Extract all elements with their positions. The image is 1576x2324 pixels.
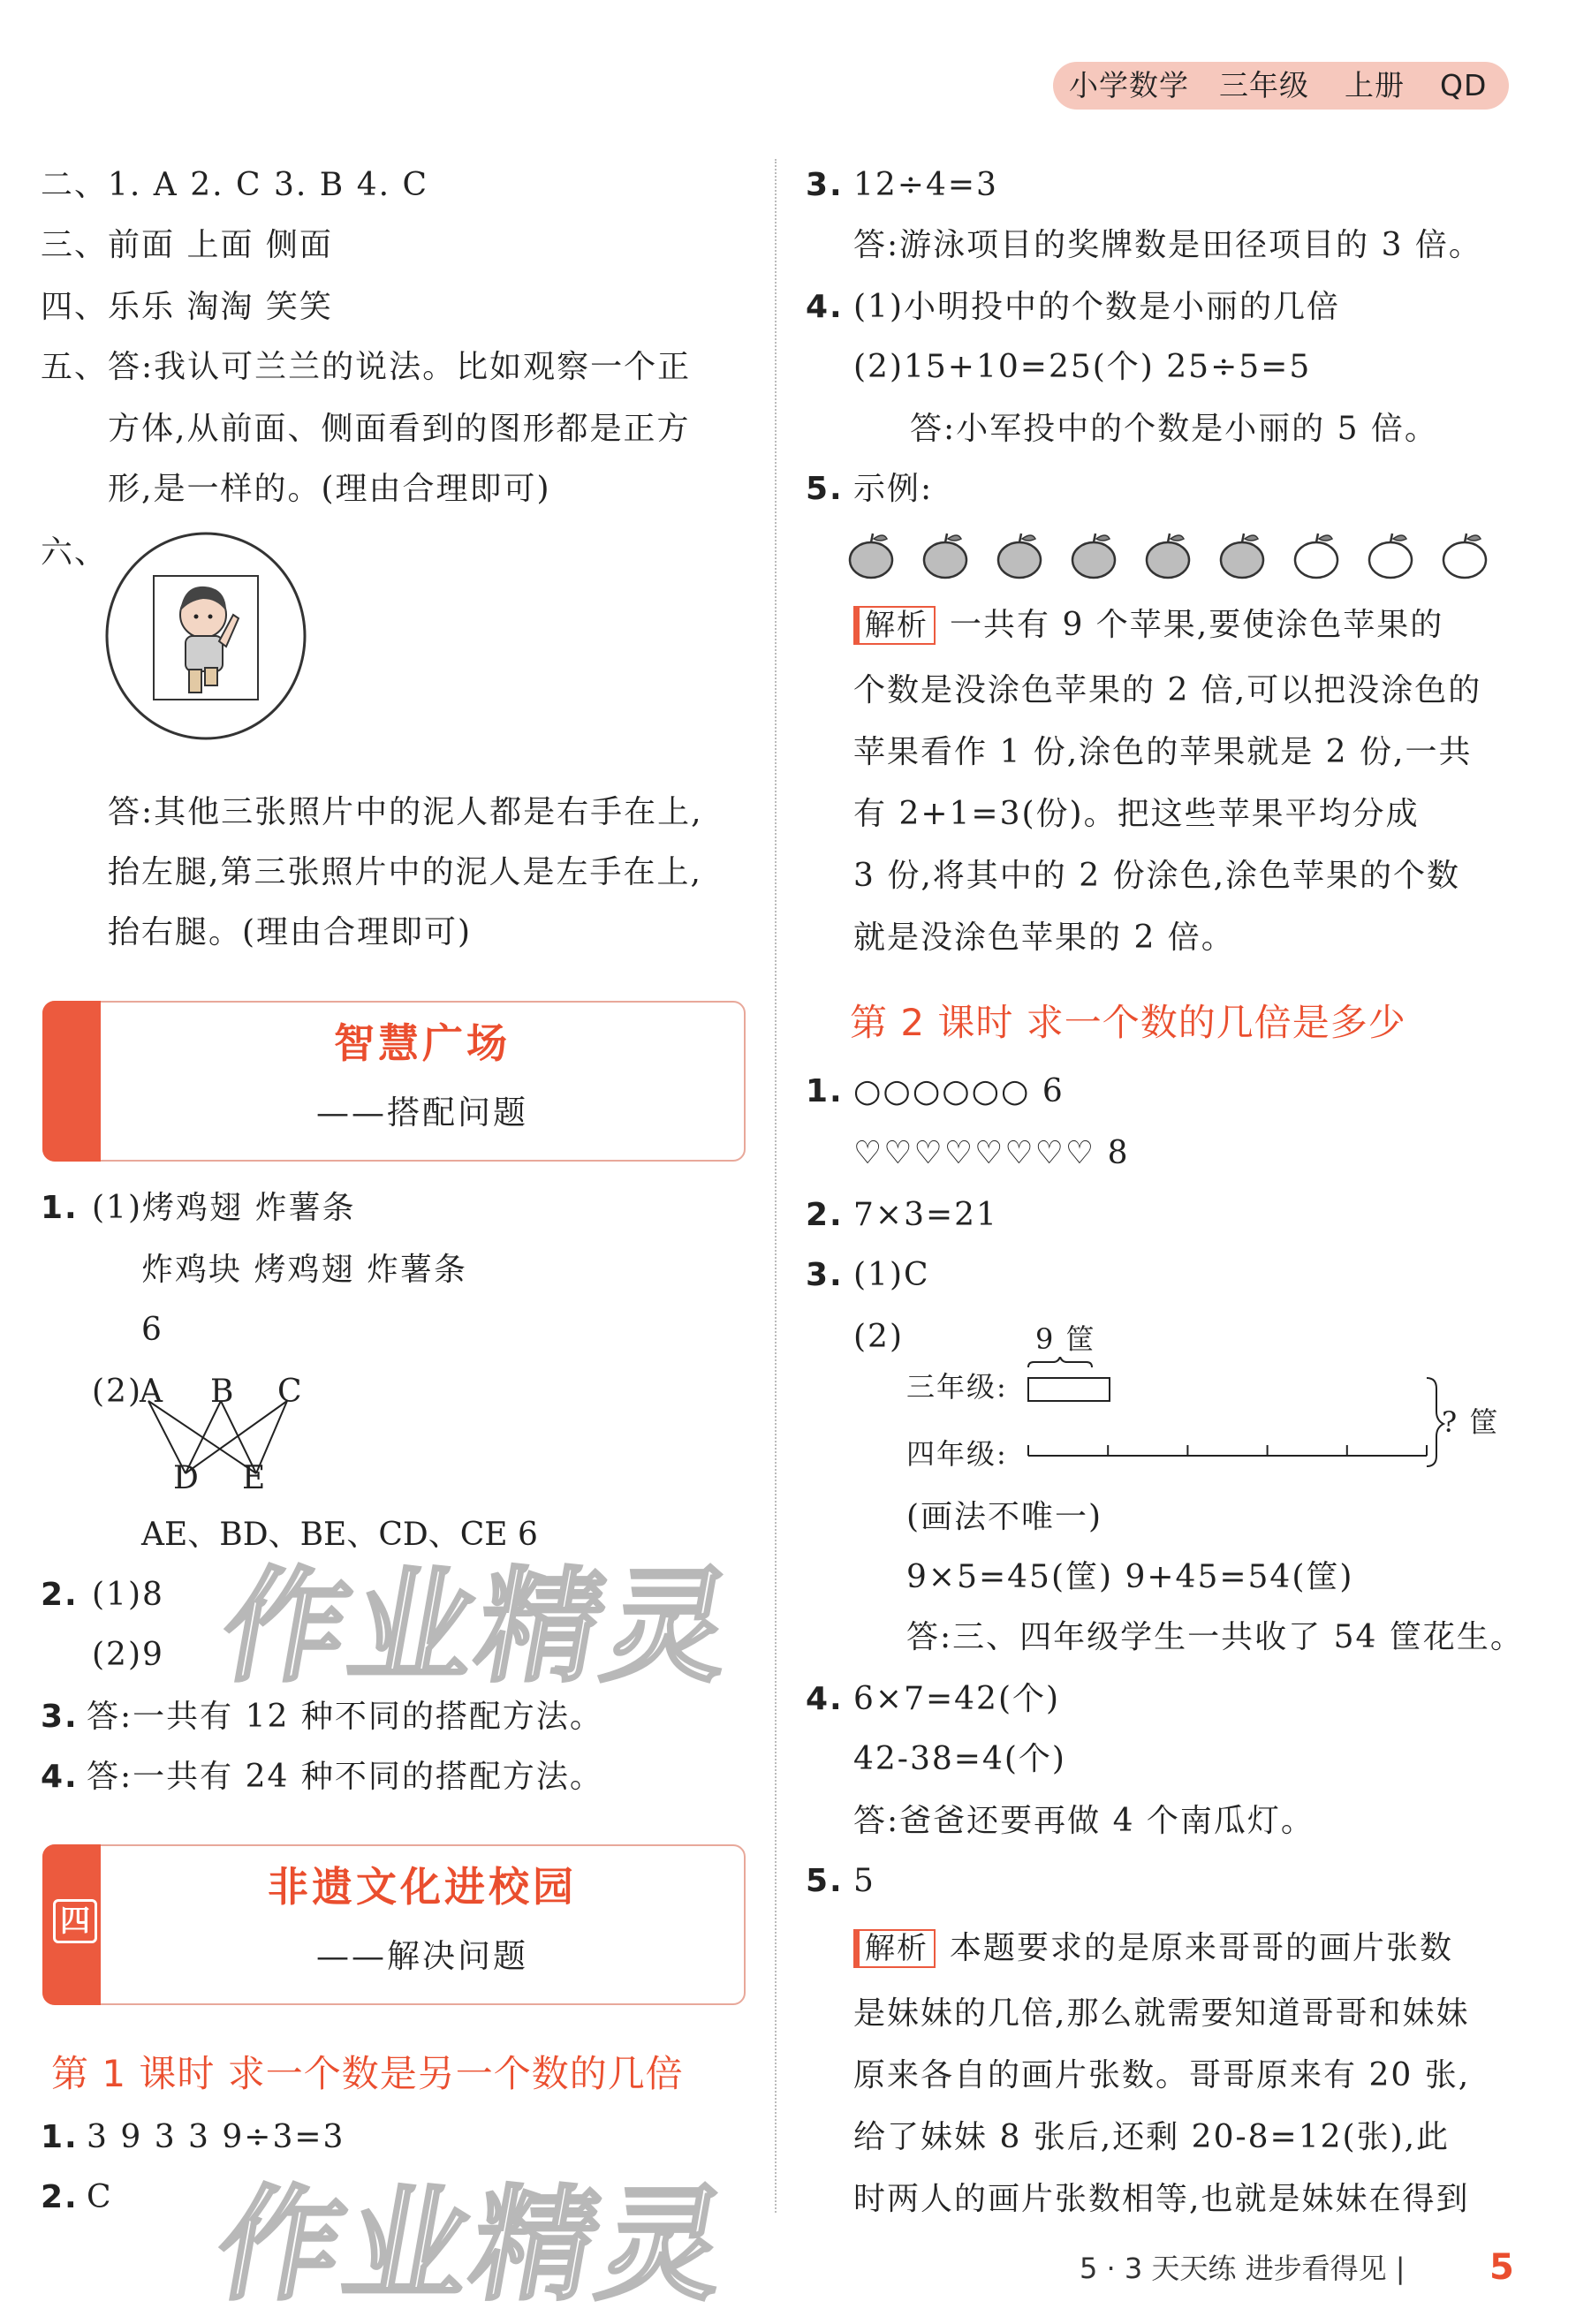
apple-shaded-icon — [998, 534, 1041, 578]
analysis-label: 解析 — [853, 606, 936, 645]
r-q4-part2: (2)15+10=25(个) 25÷5=5 — [853, 349, 1312, 385]
column-divider — [775, 159, 777, 2213]
p5-explain-text1: 本题要求的是原来哥哥的画片张数 — [950, 1930, 1454, 1966]
banner-subtitle: ——搭配问题 — [316, 1094, 528, 1132]
l1-q1-answer: 3 9 3 3 9÷3=3 — [87, 2119, 345, 2155]
section-banner-unit4 — [42, 1844, 746, 2005]
r-q5-explain-line4: 有 2+1=3(份)。把这些苹果平均分成 — [853, 796, 1420, 832]
r-q3-eq: 12÷4=3 — [853, 167, 998, 203]
banner-title: 非遗文化进校园 — [268, 1863, 577, 1911]
unit-number-badge: 四 — [53, 1899, 97, 1943]
r-q4-part1: (1)小明投中的个数是小丽的几倍 — [853, 289, 1340, 325]
page-number: 5 — [1489, 2247, 1514, 2288]
diagram-row2-label: 四年级: — [906, 1437, 1008, 1471]
r-q5-explain-line6: 就是没涂色苹果的 2 倍。 — [853, 920, 1235, 956]
banner-subtitle: ——解决问题 — [316, 1937, 528, 1975]
lesson-1-heading: 第 1 课时 求一个数是另一个数的几倍 — [51, 2052, 684, 2095]
bar-diagram — [1025, 1357, 1449, 1480]
r-q5-number: 5. — [806, 471, 844, 507]
watermark: 作业精灵 — [206, 2174, 741, 2318]
wp-q1-part1-answer: 6 — [141, 1312, 163, 1348]
p3-answer: 答:三、四年级学生一共收了 54 筐花生。 — [906, 1619, 1524, 1655]
p5-number: 5. — [806, 1863, 844, 1899]
p2-eq: 7×3=21 — [853, 1197, 998, 1233]
apple-shaded-icon — [1147, 534, 1189, 578]
wp-q2-part2: (2)9 — [92, 1637, 164, 1673]
diagram-top-label: 9 筐 — [1035, 1322, 1096, 1356]
answer-q2: 二、1. A 2. C 3. B 4. C — [41, 167, 429, 203]
node-b: B — [210, 1374, 236, 1410]
l1-q2-number: 2. — [41, 2179, 79, 2215]
r-q5-example: 示例: — [853, 471, 934, 507]
banner-title: 智慧广场 — [334, 1019, 511, 1067]
p3-part1: (1)C — [853, 1257, 930, 1293]
p3-note: (画法不唯一) — [906, 1499, 1103, 1535]
node-c: C — [277, 1374, 304, 1410]
p2-number: 2. — [806, 1197, 844, 1233]
analysis-label: 解析 — [853, 1929, 936, 1968]
apple-icon — [1369, 534, 1412, 578]
header-subject: 小学数学 — [1069, 68, 1189, 102]
header-volume: 上册 — [1345, 68, 1405, 102]
p3-eq: 9×5=45(筐) 9+45=54(筐) — [906, 1559, 1354, 1595]
r-q5-explain-line1 — [853, 606, 1443, 645]
lesson-2-heading: 第 2 课时 求一个数的几倍是多少 — [850, 1001, 1406, 1044]
r-q5-explain-line5: 3 份,将其中的 2 份涂色,涂色苹果的个数 — [853, 858, 1461, 894]
apple-shaded-icon — [850, 534, 892, 578]
p1-circles: ○○○○○○ 6 — [853, 1073, 1065, 1109]
p4-answer: 答:爸爸还要再做 4 个南瓜灯。 — [853, 1803, 1315, 1839]
node-e: E — [242, 1460, 268, 1496]
p5-explain-line1 — [853, 1929, 1453, 1968]
header-grade: 三年级 — [1219, 68, 1309, 102]
header-tag — [1053, 62, 1509, 110]
l1-q1-number: 1. — [41, 2119, 79, 2155]
apple-shaded-icon — [1072, 534, 1115, 578]
p5-answer: 5 — [853, 1863, 875, 1899]
wp-q1-part1: (1)烤鸡翅 炸薯条 — [92, 1190, 356, 1226]
diagram-question-label: ? 筐 — [1442, 1405, 1500, 1439]
apples-row — [845, 528, 1516, 581]
header-edition: QD — [1440, 68, 1488, 102]
r-q4-answer: 答:小军投中的个数是小丽的 5 倍。 — [910, 411, 1438, 447]
p5-explain-line4: 给了妹妹 8 张后,还剩 20-8=12(张),此 — [853, 2119, 1451, 2155]
answer-q6-line3: 抬右腿。(理由合理即可) — [108, 914, 473, 950]
wp-q1-part2-label: (2) — [92, 1374, 142, 1410]
apple-icon — [1443, 534, 1486, 578]
wp-q1-part1-row2: 炸鸡块 烤鸡翅 炸薯条 — [141, 1252, 467, 1288]
p3-number: 3. — [806, 1257, 844, 1293]
node-a: A — [140, 1374, 164, 1410]
answer-q4: 四、乐乐 淘淘 笑笑 — [41, 289, 333, 325]
r-q5-explain-text1: 一共有 9 个苹果,要使涂色苹果的 — [950, 607, 1444, 643]
p1-number: 1. — [806, 1073, 844, 1109]
wp-q1-number: 1. — [41, 1190, 79, 1226]
r-q3-answer: 答:游泳项目的奖牌数是田径项目的 3 倍。 — [853, 227, 1482, 263]
r-q3-number: 3. — [806, 167, 844, 203]
p5-explain-line3: 原来各自的画片张数。哥哥原来有 20 张, — [853, 2057, 1471, 2093]
section-banner-wisdom-plaza — [42, 1001, 746, 1162]
p3-part2-label: (2) — [853, 1319, 904, 1355]
banner-strip — [42, 1001, 101, 1162]
answer-q6-line2: 抬左腿,第三张照片中的泥人是左手在上, — [108, 854, 702, 890]
answer-q3: 三、前面 上面 侧面 — [41, 227, 333, 263]
wp-q1-part2-answer: AE、BD、BE、CD、CE 6 — [141, 1517, 538, 1553]
apple-shaded-icon — [924, 534, 966, 578]
answer-q5-line3: 形,是一样的。(理由合理即可) — [108, 471, 551, 507]
answer-q6-line1: 答:其他三张照片中的泥人都是右手在上, — [108, 794, 703, 830]
footer-slogan: 5 · 3 天天练 进步看得见 | — [1080, 2252, 1406, 2285]
wp-q4-answer: 答:一共有 24 种不同的搭配方法。 — [87, 1759, 603, 1795]
l1-q2-answer: C — [87, 2179, 113, 2215]
answer-q6-label: 六、 — [41, 534, 109, 571]
p5-explain-line2: 是妹妹的几倍,那么就需要知道哥哥和妹妹 — [853, 1995, 1470, 2032]
diagram-row1-label: 三年级: — [906, 1370, 1008, 1404]
p4-number: 4. — [806, 1681, 844, 1717]
p4-eq2: 42-38=4(个) — [853, 1741, 1066, 1777]
p4-eq1: 6×7=42(个) — [853, 1681, 1061, 1717]
p1-hearts: ♡♡♡♡♡♡♡♡ 8 — [853, 1135, 1130, 1171]
wp-q3-number: 3. — [41, 1699, 79, 1735]
r-q4-number: 4. — [806, 289, 844, 325]
r-q5-explain-line3: 苹果看作 1 份,涂色的苹果就是 2 份,一共 — [853, 734, 1473, 770]
clay-figure-photo — [104, 530, 307, 742]
wp-q3-answer: 答:一共有 12 种不同的搭配方法。 — [87, 1699, 603, 1735]
apple-shaded-icon — [1221, 534, 1263, 578]
wp-q2-part1: (1)8 — [92, 1577, 164, 1613]
wp-q4-number: 4. — [41, 1759, 79, 1795]
answer-q5-line2: 方体,从前面、侧面看到的图形都是正方 — [108, 411, 691, 447]
node-d: D — [173, 1460, 201, 1496]
watermark: 作业精灵 — [211, 1556, 746, 1699]
answer-q5-line1: 五、答:我认可兰兰的说法。比如观察一个正 — [41, 349, 692, 385]
r-q5-explain-line2: 个数是没涂色苹果的 2 倍,可以把没涂色的 — [853, 672, 1482, 708]
p5-explain-line5: 时两人的画片张数相等,也就是妹妹在得到 — [853, 2181, 1470, 2217]
wp-q2-number: 2. — [41, 1577, 79, 1613]
apple-icon — [1295, 534, 1337, 578]
